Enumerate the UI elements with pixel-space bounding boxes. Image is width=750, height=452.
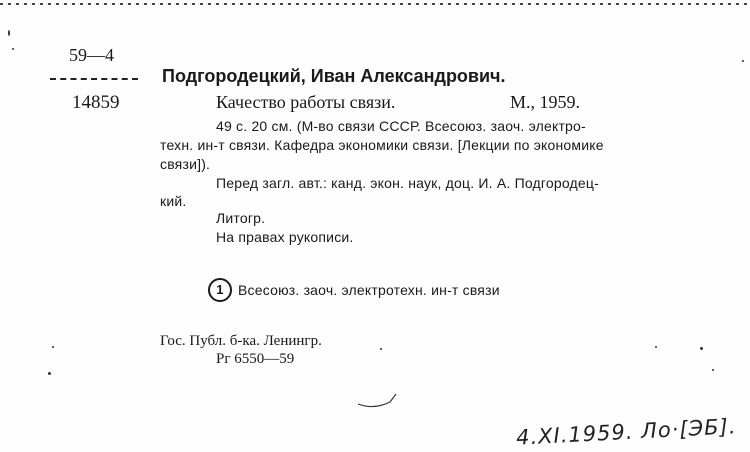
- dust-speck: [380, 348, 382, 350]
- call-number-divider: [50, 78, 138, 80]
- imprint: М., 1959.: [510, 92, 581, 112]
- dust-speck: [742, 60, 744, 62]
- dust-speck: [700, 347, 703, 350]
- tracing-number: 1: [208, 278, 232, 302]
- dust-speck: [8, 30, 10, 36]
- registration-number: Рг 6550—59: [216, 351, 295, 367]
- dust-speck: [12, 48, 14, 50]
- author-heading: Подгородецкий, Иван Александрович.: [162, 66, 506, 86]
- pen-stroke-mark: [356, 392, 400, 410]
- library-name: Гос. Публ. б-ка. Ленингр.: [160, 333, 322, 349]
- handwritten-annotation: 4.XI.1959. Ло·[ЭБ].: [515, 414, 738, 450]
- collation-line-3: связи]).: [160, 156, 211, 172]
- note-line-4: На правах рукописи.: [216, 229, 354, 245]
- collation-line-1: 49 с. 20 см. (М-во связи СССР. Всесоюз. заоч. электро-: [216, 118, 586, 134]
- collation-line-2: техн. ин-т связи. Кафедра экономики связи. [Лекции по экономике: [160, 137, 604, 153]
- dust-speck: [712, 369, 714, 371]
- note-line-1: Перед загл. авт.: канд. экон. наук, доц. И. А. Подгородец-: [216, 175, 599, 191]
- dust-speck: [48, 372, 51, 375]
- note-line-2: кий.: [160, 193, 187, 209]
- card-top-edge: [0, 0, 750, 10]
- tracing-entry: [208, 278, 500, 302]
- dust-speck: [655, 346, 657, 348]
- call-number-top: 59—4: [69, 45, 114, 65]
- note-line-3: Литогр.: [216, 210, 266, 226]
- tracing-text: Всесоюз. заоч. электротехн. ин-т связи: [238, 282, 500, 298]
- dust-speck: [52, 346, 54, 348]
- title: Качество работы связи.: [216, 92, 396, 112]
- call-number-bottom: 14859: [72, 92, 120, 113]
